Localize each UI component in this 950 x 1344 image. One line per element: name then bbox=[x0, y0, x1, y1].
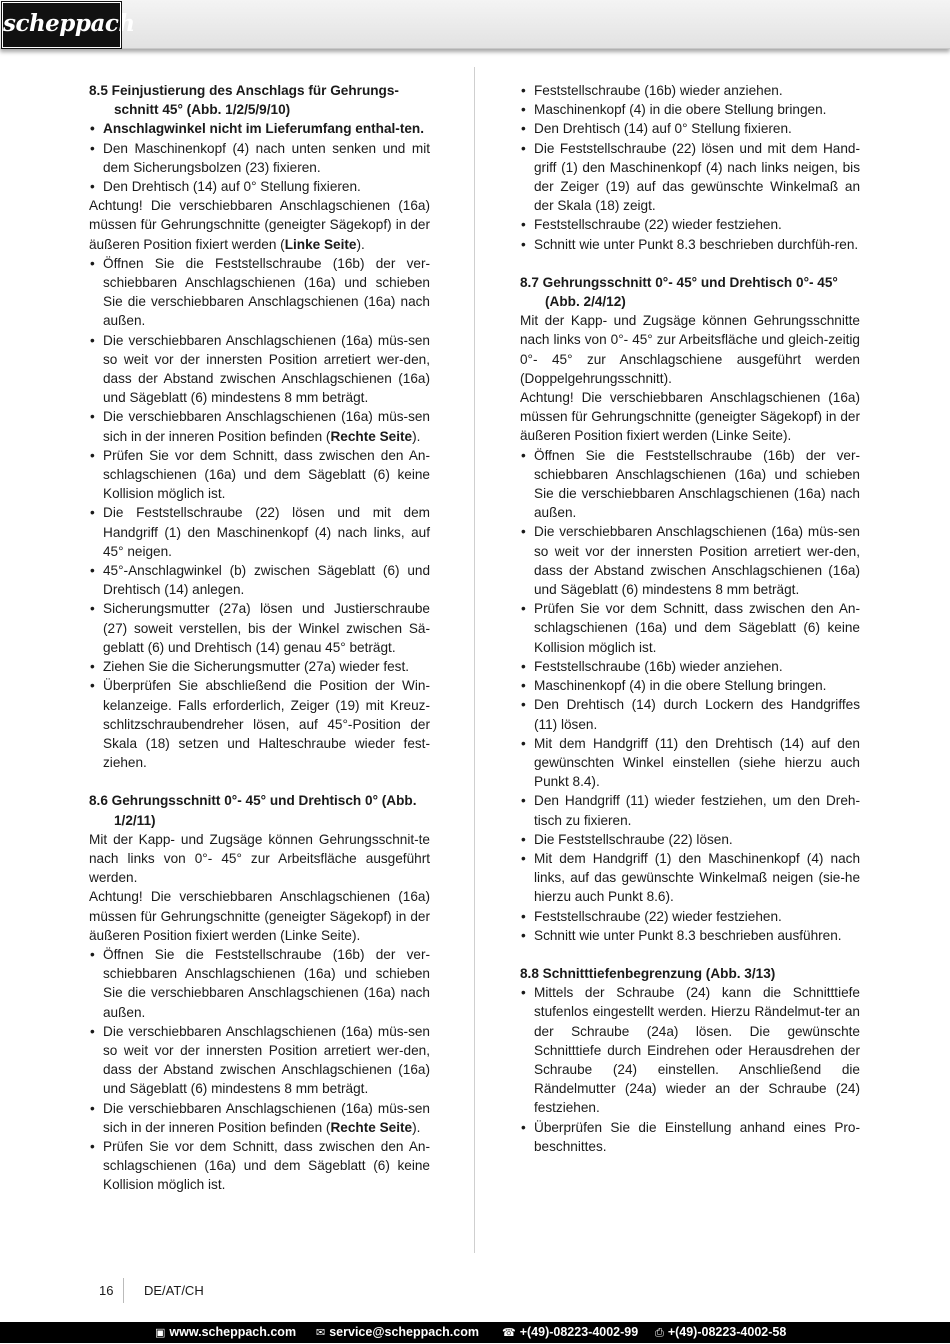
header-bar bbox=[0, 0, 950, 49]
list-item: • Den Drehtisch (14) durch Lockern des Handgriffes (11) lösen. bbox=[520, 695, 860, 733]
list-item: • Anschlagwinkel nicht im Lieferumfang enthal-ten. bbox=[89, 119, 430, 138]
list-item: • Den Drehtisch (14) auf 0° Stellung fixieren. bbox=[520, 119, 860, 138]
list-item: • Öffnen Sie die Feststellschraube (16b) der ver-schiebbaren Anschlagschienen (16a) und schieben Sie die verschiebbaren Anschlagschienen (16a) nach außen. bbox=[520, 446, 860, 523]
section-heading-8-8: 8.8 Schnitttiefenbegrenzung (Abb. 3/13) bbox=[520, 965, 776, 981]
footer-divider bbox=[123, 1278, 124, 1303]
list-item: • Die Feststellschraube (22) lösen und mit dem Hand-griff (1) den Maschinenkopf (4) nach links neigen, bis der Zeiger (19) auf das gewünschte Winkelmaß an der Skala (18) zeigt. bbox=[520, 139, 860, 216]
region-label: DE/AT/CH bbox=[144, 1283, 204, 1298]
list-item: • Den Maschinenkopf (4) nach unten senken und mit dem Sicherungsbolzen (23) fixieren. bbox=[89, 139, 430, 177]
list-item: • Maschinenkopf (4) in die obere Stellung bringen. bbox=[520, 100, 860, 119]
footer-phone: ☎ +(49)-08223-4002-99 bbox=[502, 1322, 638, 1344]
warning-paragraph: Achtung! Die verschiebbaren Anschlagschienen (16a) müssen für Gehrungschnitte (geneigter Sägekopf) in der äußeren Position fixiert werden (Linke Seite). bbox=[89, 198, 430, 252]
footer-bar bbox=[0, 1322, 950, 1343]
section-heading-8-7: 8.7 Gehrungsschnitt 0°- 45° und Drehtisch 0°- 45° (Abb. 2/4/12) bbox=[520, 274, 838, 310]
list-item: • Mittels der Schraube (24) kann die Schnitttiefe stufenlos eingestellt werden. Hierzu Rändelmut-ter an der Schraube (24a) lösen. Die gewünschte Schnitttiefe durch Eindrehen oder Herausdrehen der Schraube (24) einstellen. Anschließend die Rändelmutter (24a) wieder an der Schraube (24) festziehen. bbox=[520, 983, 860, 1117]
list-item: • Feststellschraube (22) wieder festziehen. bbox=[520, 215, 860, 234]
list-item: • Die verschiebbaren Anschlagschienen (16a) müs-sen so weit vor der innersten Position arretiert wer-den, dass der Abstand zwischen Anschlagschienen (16a) und Sägeblatt (6) mindestens 8 mm beträgt. bbox=[89, 1022, 430, 1099]
list-item: • Überprüfen Sie abschließend die Position der Win-kelanzeige. Falls erforderlich, Zeiger (19) mit Kreuz-schlitzschraubendreher lösen, auf 45°-Position der Skala (18) setzen und Halteschraube wieder fest-ziehen. bbox=[89, 676, 430, 772]
list-item: • Feststellschraube (16b) wieder anziehen. bbox=[520, 657, 860, 676]
list-item: • Öffnen Sie die Feststellschraube (16b) der ver-schiebbaren Anschlagschienen (16a) und schieben Sie die verschiebbaren Anschlagschienen (16a) nach außen. bbox=[89, 254, 430, 331]
left-column bbox=[89, 81, 430, 1195]
page-number: 16 bbox=[99, 1283, 114, 1298]
list-item: • Öffnen Sie die Feststellschraube (16b) der ver-schiebbaren Anschlagschienen (16a) und schieben Sie die verschiebbaren Anschlagschienen (16a) nach außen. bbox=[89, 945, 430, 1022]
right-column bbox=[520, 81, 860, 1156]
list-item: • Sicherungsmutter (27a) lösen und Justierschraube (27) soweit verstellen, bis der Winkel zwischen Sä-geblatt (6) und Drehtisch (14) genau 45° beträgt. bbox=[89, 599, 430, 657]
list-item: • Prüfen Sie vor dem Schnitt, dass zwischen den An-schlagschienen (16a) und dem Sägeblatt (6) keine Kollision möglich ist. bbox=[520, 599, 860, 657]
list-item: • Die Feststellschraube (22) lösen. bbox=[520, 830, 860, 849]
scheppach-logo: scheppach bbox=[2, 2, 121, 48]
computer-icon: ▣ bbox=[155, 1327, 166, 1339]
list-item: • Die verschiebbaren Anschlagschienen (16a) müs-sen so weit vor der innersten Position arretiert wer-den, dass der Abstand zwischen Anschlagschienen (16a) und Sägeblatt (6) mindestens 8 mm beträgt. bbox=[520, 522, 860, 599]
list-item: • Prüfen Sie vor dem Schnitt, dass zwischen den An-schlagschienen (16a) und dem Sägeblatt (6) keine Kollision möglich ist. bbox=[89, 1137, 430, 1195]
warning-paragraph: Achtung! Die verschiebbaren Anschlagschienen (16a) müssen für Gehrungschnitte (geneigter Sägekopf) in der äußeren Position fixiert werden (Linke Seite). bbox=[520, 390, 860, 444]
list-item: • Schnitt wie unter Punkt 8.3 beschrieben ausführen. bbox=[520, 926, 860, 945]
warning-paragraph: Achtung! Die verschiebbaren Anschlagschienen (16a) müssen für Gehrungschnitte (geneigter Sägekopf) in der äußeren Position fixiert werden (Linke Seite). bbox=[89, 889, 430, 943]
fax-icon: ⎙ bbox=[655, 1327, 664, 1339]
footer-fax: ⎙ +(49)-08223-4002-58 bbox=[655, 1322, 786, 1344]
footer-email[interactable]: ✉ service@scheppach.com bbox=[316, 1322, 479, 1344]
list-item: • Feststellschraube (16b) wieder anziehen. bbox=[520, 81, 860, 100]
list-item: • Den Handgriff (11) wieder festziehen, um den Dreh-tisch zu fixieren. bbox=[520, 791, 860, 829]
footer-website[interactable]: ▣ www.scheppach.com bbox=[155, 1322, 296, 1344]
list-item: • Überprüfen Sie die Einstellung anhand eines Pro-beschnittes. bbox=[520, 1118, 860, 1156]
envelope-icon: ✉ bbox=[316, 1327, 326, 1339]
list-item: • Schnitt wie unter Punkt 8.3 beschrieben durchfüh-ren. bbox=[520, 235, 860, 254]
column-divider bbox=[474, 67, 475, 1253]
list-item: • Die Feststellschraube (22) lösen und mit dem Handgriff (1) den Maschinenkopf (4) nach links, auf 45° neigen. bbox=[89, 503, 430, 561]
section-heading-8-5: 8.5 Feinjustierung des Anschlags für Gehrungs-schnitt 45° (Abb. 1/2/5/9/10) bbox=[89, 83, 399, 118]
list-item: • Maschinenkopf (4) in die obere Stellung bringen. bbox=[520, 676, 860, 695]
list-item: • Den Drehtisch (14) auf 0° Stellung fixieren. bbox=[89, 177, 430, 196]
list-item: • Feststellschraube (22) wieder festziehen. bbox=[520, 907, 860, 926]
list-item: • Die verschiebbaren Anschlagschienen (16a) müs-sen sich in der inneren Position befinden (Rechte Seite). bbox=[89, 407, 430, 445]
intro-paragraph: Mit der Kapp- und Zugsäge können Gehrungsschnitte nach links von 0°- 45° zur Arbeitsfläche und gleich-zeitig 0°- 45° zur Anschlagschiene ausgeführt werden (Doppelgehrungsschnitt). bbox=[520, 313, 860, 386]
list-item: • Prüfen Sie vor dem Schnitt, dass zwischen den An-schlagschienen (16a) und dem Sägeblatt (6) keine Kollision möglich ist. bbox=[89, 446, 430, 504]
phone-icon: ☎ bbox=[502, 1327, 516, 1339]
list-item: • 45°-Anschlagwinkel (b) zwischen Sägeblatt (6) und Drehtisch (14) anlegen. bbox=[89, 561, 430, 599]
list-item: • Mit dem Handgriff (11) den Drehtisch (14) auf den gewünschten Winkel einstellen (siehe hierzu auch Punkt 8.4). bbox=[520, 734, 860, 792]
list-item: • Ziehen Sie die Sicherungsmutter (27a) wieder fest. bbox=[89, 657, 430, 676]
intro-paragraph: Mit der Kapp- und Zugsäge können Gehrungsschnit-te nach links von 0°- 45° zur Arbeitsfläche ausgeführt werden. bbox=[89, 831, 430, 886]
list-item: • Die verschiebbaren Anschlagschienen (16a) müs-sen so weit vor der innersten Position arretiert wer-den, dass der Abstand zwischen Anschlagschienen (16a) und Sägeblatt (6) mindestens 8 mm beträgt. bbox=[89, 331, 430, 408]
list-item: • Die verschiebbaren Anschlagschienen (16a) müs-sen sich in der inneren Position befinden (Rechte Seite). bbox=[89, 1099, 430, 1137]
section-heading-8-6: 8.6 Gehrungsschnitt 0°- 45° und Drehtisch 0° (Abb. 1/2/11) bbox=[89, 793, 417, 828]
list-item: • Mit dem Handgriff (1) den Maschinenkopf (4) nach links, auf das gewünschte Winkelmaß neigen (sie-he hierzu auch Punkt 8.6). bbox=[520, 849, 860, 907]
